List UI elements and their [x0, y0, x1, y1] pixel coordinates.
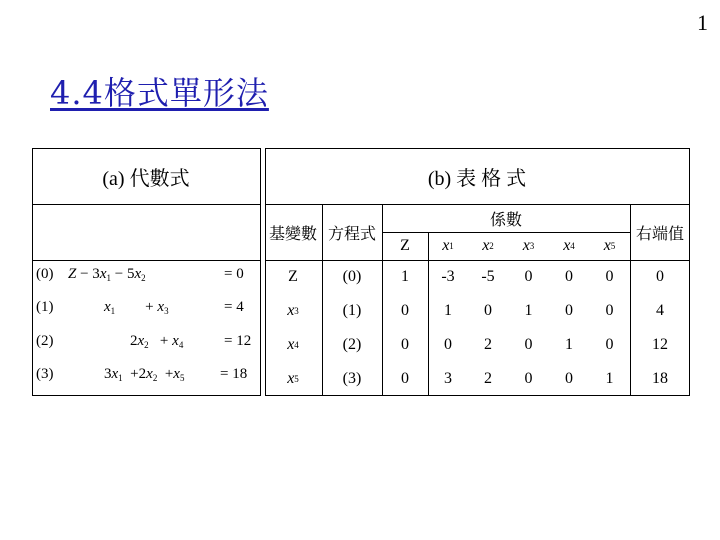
- coef-0-z: 1: [401, 268, 409, 285]
- panel-b-header: (b) 表 格 式: [427, 167, 527, 190]
- slide-title: 4.4格式單形法: [50, 74, 269, 112]
- col-coefficients: 係數: [489, 211, 522, 229]
- coef-1-x1: 1: [444, 302, 452, 319]
- coef-3-x5: 1: [605, 370, 614, 387]
- coef-0-x1: -3: [441, 268, 455, 285]
- coef-3-x1: 3: [444, 370, 452, 387]
- coef-2-z: 0: [401, 336, 409, 353]
- coef-0-x3: 0: [524, 268, 533, 285]
- coef-3-x4: 0: [565, 370, 573, 387]
- panel-a-header: (a) 代數式: [102, 167, 190, 190]
- coef-3-x3: 0: [524, 370, 533, 387]
- eq-num-3: (3): [342, 370, 362, 387]
- coef-1-x4: 0: [565, 302, 573, 319]
- coef-0-x2: -5: [481, 268, 495, 285]
- coef-0-x4: 0: [565, 268, 573, 285]
- eq-rhs-1: = 4: [224, 299, 244, 315]
- coef-2-x2: 2: [484, 336, 492, 353]
- eq-num-0: (0): [342, 268, 362, 285]
- eq-rhs-2: = 12: [224, 333, 252, 349]
- coef-header-z: Z: [400, 237, 410, 254]
- eq-label-2: (2): [36, 333, 54, 349]
- eq-lhs-1: $x_1$ + $x_3$: [104, 299, 169, 316]
- eq-label-0: (0): [36, 266, 54, 282]
- coef-2-x3: 0: [524, 336, 533, 353]
- basic-var-0: Z: [288, 268, 298, 285]
- coef-header-x3: x 3: [522, 237, 535, 254]
- page-number: 1: [697, 10, 708, 35]
- coef-1-x2: 0: [484, 302, 492, 319]
- basic-var-1: x 3: [287, 302, 299, 319]
- coef-header-x2: x 2: [482, 237, 494, 254]
- eq-lhs-0: $Z - 3x_1 - 5x_2$: [68, 266, 146, 283]
- coef-1-x3: 1: [524, 302, 533, 319]
- eq-label-1: (1): [36, 299, 54, 315]
- coef-header-x1: x 1: [442, 237, 454, 254]
- eq-label-3: (3): [36, 366, 54, 382]
- rhs-1: 4: [656, 302, 664, 319]
- eq-lhs-2: $2x_2 + x_4$: [130, 333, 184, 350]
- coef-1-x5: 0: [605, 302, 614, 319]
- coef-header-x4: x 4: [563, 237, 575, 254]
- col-rhs: 右端值: [635, 225, 684, 243]
- eq-num-1: (1): [342, 302, 362, 319]
- eq-rhs-3: = 18: [220, 366, 248, 382]
- rhs-2: 12: [652, 336, 668, 353]
- coef-header-x5: x 5: [603, 237, 616, 254]
- coef-2-x1: 0: [444, 336, 452, 353]
- rhs-0: 0: [656, 268, 664, 285]
- rhs-3: 18: [652, 370, 668, 387]
- simplex-table: [32, 148, 690, 396]
- coef-0-x5: 0: [605, 268, 614, 285]
- coef-2-x4: 1: [565, 336, 573, 353]
- col-equation: 方程式: [327, 225, 376, 243]
- basic-var-3: x 5: [287, 370, 299, 387]
- eq-rhs-0: = 0: [224, 266, 244, 282]
- col-basic-variable: 基變數: [268, 225, 317, 243]
- coef-2-x5: 0: [605, 336, 614, 353]
- coef-3-x2: 2: [484, 370, 492, 387]
- basic-var-2: x 4: [287, 336, 299, 353]
- coef-3-z: 0: [401, 370, 409, 387]
- coef-1-z: 0: [401, 302, 409, 319]
- eq-num-2: (2): [342, 336, 362, 353]
- eq-lhs-3: $3x_1 +2x_2 +x_5$: [104, 366, 185, 383]
